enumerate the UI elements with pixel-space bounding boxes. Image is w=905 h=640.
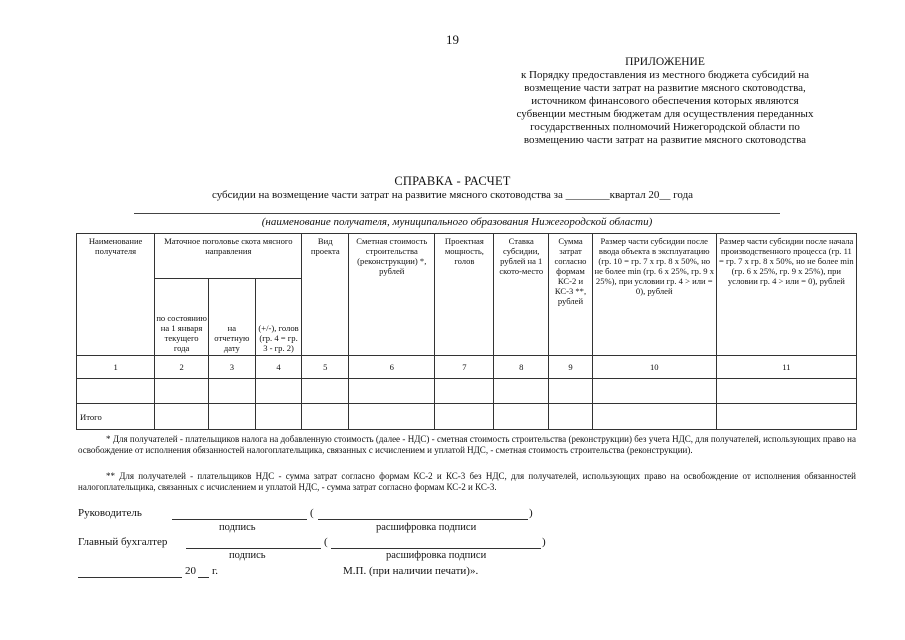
table-cell[interactable] bbox=[549, 379, 593, 404]
chief-accountant-signature-line[interactable] bbox=[186, 537, 321, 549]
appendix-line: субвенции местным бюджетам для осуществления переданных bbox=[516, 108, 814, 120]
header-subsidy-rate: Ставка субсидии, рублей на 1 ското-место bbox=[494, 234, 549, 356]
column-number: 3 bbox=[209, 356, 256, 379]
appendix-line: источником финансового обеспечения которых являются bbox=[531, 95, 799, 107]
total-row bbox=[77, 404, 857, 430]
recipient-fill-line bbox=[134, 213, 780, 214]
column-number: 5 bbox=[302, 356, 349, 379]
table-cell[interactable] bbox=[155, 404, 209, 430]
column-number: 4 bbox=[255, 356, 302, 379]
table-row bbox=[77, 379, 857, 404]
footnote-text: ** Для получателей - плательщиков НДС - сумма затрат согласно формам КС-2 и КС-3 без НДС, для получателей, использующих право на освобождение от исполнения обязанностей налогоплательщика, связанных с исчислением и уплатой НДС, - сумма затрат согласно формам КС-2 и КС-3. bbox=[78, 471, 856, 492]
head-decoding-line[interactable] bbox=[318, 508, 528, 520]
table-cell[interactable] bbox=[77, 379, 155, 404]
chief-accountant-decoding-caption: расшифровка подписи bbox=[386, 550, 487, 561]
table-cell[interactable] bbox=[255, 404, 302, 430]
table-cell[interactable] bbox=[494, 404, 549, 430]
chief-accountant-signature-caption: подпись bbox=[229, 550, 266, 561]
table-cell[interactable] bbox=[716, 379, 856, 404]
table-cell[interactable] bbox=[302, 379, 349, 404]
column-number-row bbox=[77, 356, 857, 379]
header-stock-reporting-date: на отчетную дату bbox=[209, 279, 256, 356]
header-costs-ks2-ks3: Сумма затрат согласно формам КС-2 и КС-3 **, рублей bbox=[549, 234, 593, 356]
table-cell[interactable] bbox=[592, 404, 716, 430]
table-cell[interactable] bbox=[349, 404, 435, 430]
table-cell[interactable] bbox=[549, 404, 593, 430]
year-fill-line[interactable] bbox=[198, 566, 209, 578]
open-paren: ( bbox=[310, 507, 314, 519]
header-stock-change: (+/-), голов (гр. 4 = гр. 3 - гр. 2) bbox=[255, 279, 302, 356]
table-cell[interactable] bbox=[155, 379, 209, 404]
column-number: 8 bbox=[494, 356, 549, 379]
table-cell[interactable] bbox=[435, 379, 494, 404]
table-cell[interactable] bbox=[349, 379, 435, 404]
head-signature-caption: подпись bbox=[219, 522, 256, 533]
table-cell[interactable] bbox=[302, 404, 349, 430]
head-signature-label: Руководитель bbox=[78, 507, 142, 519]
column-number: 9 bbox=[549, 356, 593, 379]
chief-accountant-label: Главный бухгалтер bbox=[78, 536, 168, 548]
header-estimated-cost: Сметная стоимость строительства (реконструкции) *, рублей bbox=[349, 234, 435, 356]
appendix-line: возмещение части затрат на развитие мясного скотоводства, bbox=[524, 82, 806, 94]
header-project-type: Вид проекта bbox=[302, 234, 349, 356]
stamp-note: М.П. (при наличии печати)». bbox=[343, 565, 479, 577]
chief-accountant-decoding-line[interactable] bbox=[331, 537, 541, 549]
header-design-capacity: Проектная мощность, голов bbox=[435, 234, 494, 356]
year-prefix: 20 bbox=[185, 565, 196, 577]
table-cell[interactable] bbox=[592, 379, 716, 404]
column-number: 6 bbox=[349, 356, 435, 379]
header-subsidy-after-commissioning: Размер части субсидии после ввода объекта в эксплуатацию (гр. 10 = гр. 7 x гр. 8 x 50%, но не более min (гр. 6 x 25%, гр. 9 x 25%), при условии гр. 4 > или = 0), рублей bbox=[592, 234, 716, 356]
table-cell[interactable] bbox=[716, 404, 856, 430]
table-cell[interactable] bbox=[435, 404, 494, 430]
close-paren: ) bbox=[542, 536, 546, 548]
document-title: СПРАВКА - РАСЧЕТ bbox=[394, 174, 511, 188]
column-number: 10 bbox=[592, 356, 716, 379]
total-label: Итого bbox=[77, 404, 155, 430]
head-decoding-caption: расшифровка подписи bbox=[376, 522, 477, 533]
open-paren: ( bbox=[324, 536, 328, 548]
recipient-caption: (наименование получателя, муниципального образования Нижегородской области) bbox=[261, 216, 653, 228]
close-paren: ) bbox=[529, 507, 533, 519]
page-number: 19 bbox=[446, 32, 459, 47]
column-number: 2 bbox=[155, 356, 209, 379]
date-day-month-line[interactable] bbox=[78, 566, 182, 578]
header-recipient-name: Наименование получателя bbox=[77, 234, 155, 356]
header-subsidy-after-production-start: Размер части субсидии после начала производственного процесса (гр. 11 = гр. 7 x гр. 8 x 50%, но не более min (гр. 6 x 25%, гр. 9 x 25%), при условии гр. 4 > или = 0), рублей bbox=[716, 234, 856, 356]
appendix-block bbox=[470, 56, 860, 147]
header-stock-jan-1: по состоянию на 1 января текущего года bbox=[155, 279, 209, 356]
document-subtitle: субсидии на возмещение части затрат на развитие мясного скотоводства за ________квартал 20__ года bbox=[211, 189, 694, 201]
footnote-vat-cost bbox=[78, 434, 856, 456]
column-number: 1 bbox=[77, 356, 155, 379]
column-number: 7 bbox=[435, 356, 494, 379]
table-cell[interactable] bbox=[255, 379, 302, 404]
appendix-line: государственных полномочий Нижегородской области по bbox=[530, 121, 800, 133]
appendix-line: возмещению части затрат на развитие мясного скотоводства bbox=[523, 134, 807, 146]
appendix-heading: ПРИЛОЖЕНИЕ bbox=[625, 56, 705, 68]
table-cell[interactable] bbox=[494, 379, 549, 404]
table-header-row bbox=[77, 234, 857, 279]
appendix-line: к Порядку предоставления из местного бюджета субсидий на bbox=[520, 69, 810, 81]
footnote-ks-forms bbox=[78, 471, 856, 493]
table-cell[interactable] bbox=[209, 379, 256, 404]
head-signature-line[interactable] bbox=[172, 508, 307, 520]
table-cell[interactable] bbox=[209, 404, 256, 430]
header-breeding-stock-group: Маточное поголовье скота мясного направления bbox=[155, 234, 302, 279]
calculation-table bbox=[76, 233, 857, 430]
year-suffix: г. bbox=[212, 565, 219, 577]
footnote-text: * Для получателей - плательщиков налога на добавленную стоимость (далее - НДС) - сметная стоимость строительства (реконструкции) без учета НДС, для получателей, использующих право на освобождение от исполнения обязанностей налогоплательщика, связанных с исчислением и уплатой НДС, - сметная стоимость строительства (реконструкции). bbox=[78, 434, 856, 455]
column-number: 11 bbox=[716, 356, 856, 379]
